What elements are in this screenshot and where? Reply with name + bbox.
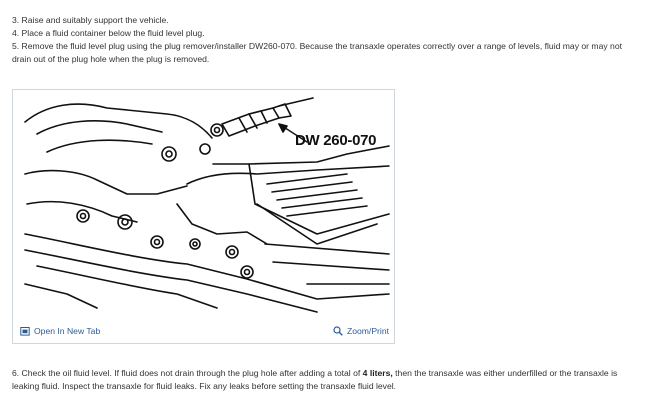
step-3-text: 3. Raise and suitably support the vehicle. [12, 15, 169, 25]
step-6-text-end: then the transaxle was either underfilled or the transaxle is leaking fluid. Inspect the transaxle for fluid leaks. Fix any leaks before setting the transaxle fluid level. [12, 368, 618, 391]
transaxle-illustration [17, 94, 391, 316]
tool-callout-label: DW 260-070 [295, 132, 377, 149]
figure-footer [13, 317, 394, 343]
transaxle-figure [12, 89, 395, 344]
step-4-text: 4. Place a fluid container below the fluid level plug. [12, 28, 205, 38]
zoom-print-link[interactable] [333, 326, 389, 336]
open-in-new-tab-label: Open In New Tab [34, 326, 101, 336]
magnifier-icon [333, 326, 343, 336]
open-in-new-tab-link[interactable] [20, 326, 100, 336]
step-6-bold-amount: 4 liters, [362, 368, 393, 378]
step-6-text-start: 6. Check the oil fluid level. If fluid does not drain through the plug hole after adding a total of [12, 368, 363, 378]
step-6-text [12, 367, 632, 392]
step-5-text: 5. Remove the fluid level plug using the plug remover/installer DW260-070. Because the transaxle operates correctly over a range of levels, fluid may or may not drain out of the plug hole when the plug is removed. [12, 41, 622, 64]
open-new-tab-icon [20, 326, 30, 336]
zoom-print-label: Zoom/Print [346, 326, 389, 336]
